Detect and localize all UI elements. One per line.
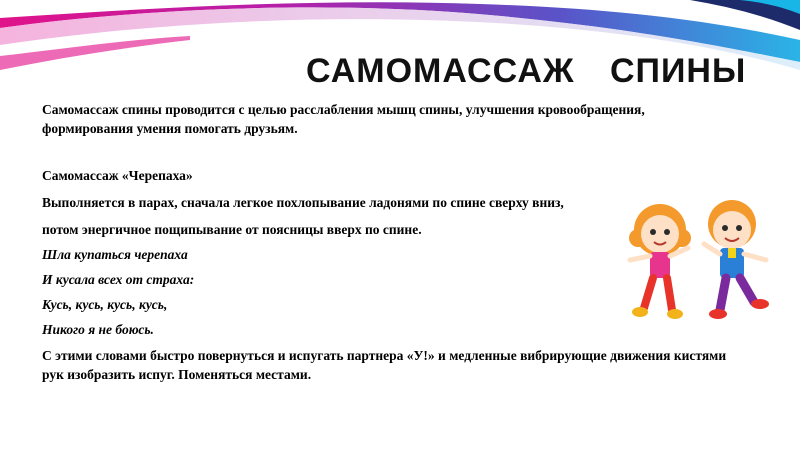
subheading: Самомассаж «Черепаха» [42,168,193,183]
girl-figure [629,204,691,319]
poem-line: И кусала всех от страха: [42,272,195,287]
title-word-2: СПИНЫ [610,52,747,90]
instruction-line-1: Выполняется в парах, сначала легкое похлопывание ладонями по спине сверху вниз, [42,195,564,210]
final-instruction: С этими словами быстро повернуться и испугать партнера «У!» и медленные вибрирующие движения кистями рук изобразить испуг. Поменяться местами. [42,348,727,382]
page-title [0,52,800,96]
boy-figure [704,200,769,319]
children-illustration [620,190,780,340]
poem-line: Никого я не боюсь. [42,322,154,337]
poem-line: Кусь, кусь, кусь, кусь, [42,297,168,312]
poem-line: Шла купаться черепаха [42,247,188,262]
title-word-1: САМОМАССАЖ [306,52,575,90]
instruction-line-2: потом энергичное пощипывание от поясницы вверх по спине. [42,222,422,237]
intro-paragraph: Самомассаж спины проводится с целью расслабления мышц спины, улучшения кровообращения, формирования умения помогать друзьям. [42,102,645,136]
